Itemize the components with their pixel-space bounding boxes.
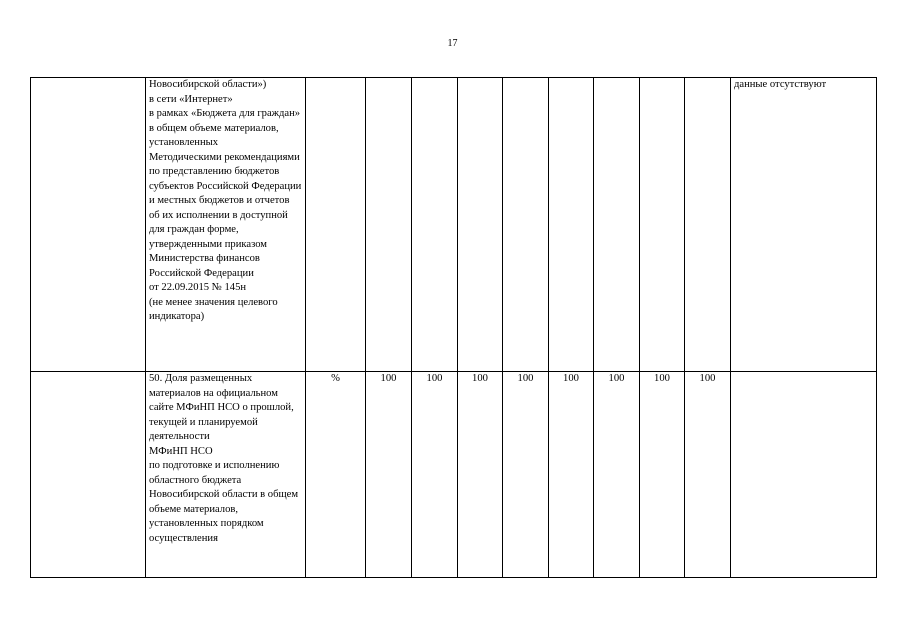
unit-cell xyxy=(306,78,366,372)
indicator-description-cell: Новосибирской области») в сети «Интернет» в рамках «Бюджета для граждан» в общем объеме материалов, установленных Методическими рекомендациями по представлению бюджетов субъектов Российской Федерации и местных бюджетов и отчетов об их исполнении в доступной для граждан форме, утвержденными приказом Министерства финансов Российской Федерации от 22.09.2015 № 145н (не менее значения целевого индикатора) xyxy=(146,78,306,372)
note-cell xyxy=(731,372,877,578)
row-number-cell xyxy=(31,372,146,578)
value-cell: 100 xyxy=(412,372,458,578)
indicator-description-cell: 50. Доля размещенных материалов на официальном сайте МФиНП НСО о прошлой, текущей и планируемой деятельности МФиНП НСО по подготовке и исполнению областного бюджета Новосибирской области в общем объеме материалов, установленных порядком осуществления xyxy=(146,372,306,578)
page-number: 17 xyxy=(447,38,458,49)
value-cell: 100 xyxy=(458,372,503,578)
value-cell xyxy=(458,78,503,372)
value-cell: 100 xyxy=(594,372,640,578)
indicator-table xyxy=(30,77,877,578)
value-cell xyxy=(594,78,640,372)
value-cell xyxy=(503,78,549,372)
value-cell xyxy=(549,78,594,372)
table-row xyxy=(31,372,877,578)
value-cell: 100 xyxy=(685,372,731,578)
note-cell: данные отсутствуют xyxy=(731,78,877,372)
value-cell: 100 xyxy=(503,372,549,578)
value-cell xyxy=(412,78,458,372)
value-cell xyxy=(685,78,731,372)
value-cell: 100 xyxy=(549,372,594,578)
row-number-cell xyxy=(31,78,146,372)
value-cell: 100 xyxy=(366,372,412,578)
value-cell xyxy=(366,78,412,372)
value-cell xyxy=(640,78,685,372)
value-cell: 100 xyxy=(640,372,685,578)
unit-cell: % xyxy=(306,372,366,578)
table-row xyxy=(31,78,877,372)
